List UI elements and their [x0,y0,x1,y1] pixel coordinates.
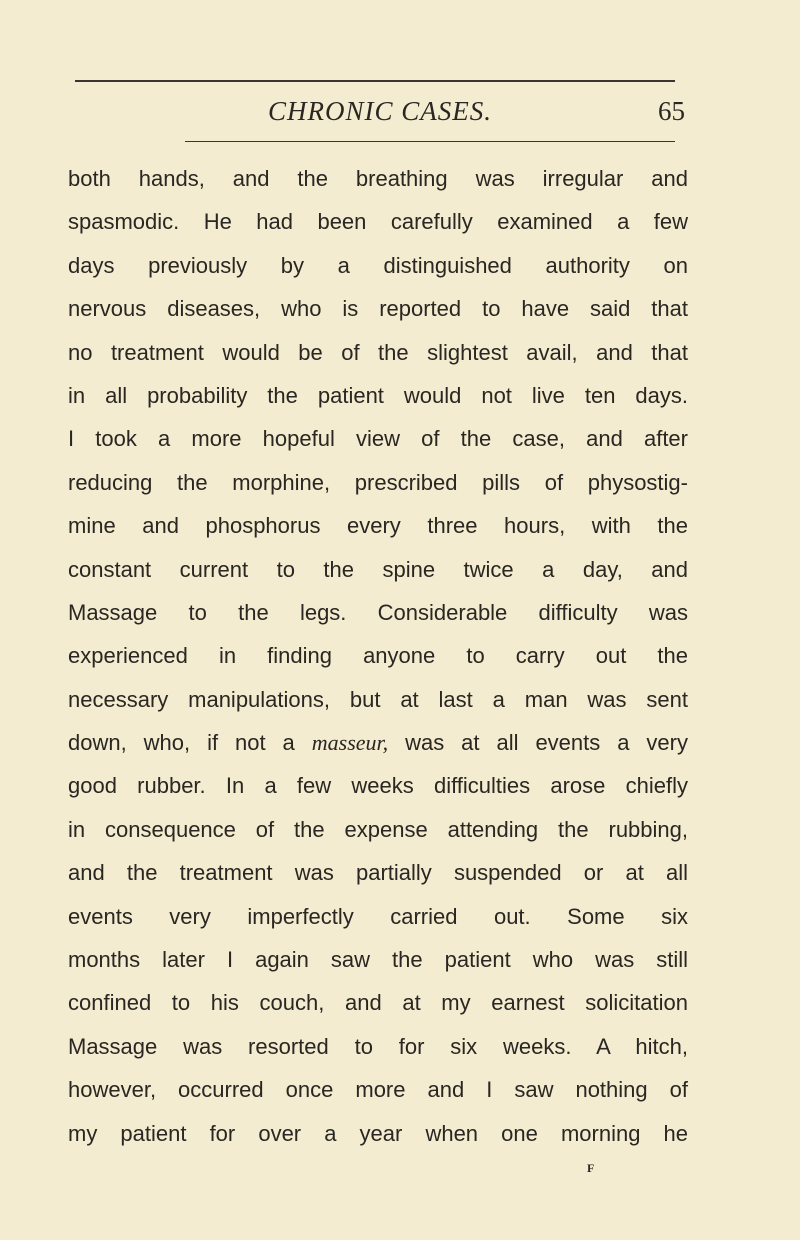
top-rule [75,80,675,82]
text-line: spasmodic. He had been carefully examined a few [68,209,688,235]
text-line: reducing the morphine, prescribed pills of physostig- [68,469,688,495]
text-line: months later I again saw the patient who was still [68,947,688,973]
text-line: experienced in finding anyone to carry out the [68,643,688,669]
page-header [75,96,685,136]
italic-word: masseur, [311,730,389,756]
text-line: good rubber. In a few weeks difficulties arose chiefly [68,773,688,799]
text-segment: was at all events a very [405,730,688,756]
text-line: Massage to the legs. Considerable difficulty was [68,599,688,625]
text-line: however, occurred once more and I saw nothing of [68,1077,688,1103]
text-line: necessary manipulations, but at last a man was sent [68,686,688,712]
signature-mark: F [587,1161,595,1175]
running-title: CHRONIC CASES. [267,96,492,126]
text-line: I took a more hopeful view of the case, and after [68,426,688,452]
text-segment: down, who, if not a [68,730,295,756]
text-line: Massage was resorted to for six weeks. A hitch, [68,1033,688,1059]
text-line: in all probability the patient would not live ten days. [68,382,688,408]
text-line [68,721,688,764]
text-line: days previously by a distinguished authority on [68,252,688,278]
text-line: confined to his couch, and at my earnest solicitation [68,990,688,1016]
text-line: in consequence of the expense attending the rubbing, [68,816,688,842]
text-line: no treatment would be of the slightest avail, and that [68,339,688,365]
body-text [68,157,688,1155]
text-line: nervous diseases, who is reported to have said that [68,296,688,322]
text-line: and the treatment was partially suspended or at all [68,860,688,886]
text-line: both hands, and the breathing was irregular and [68,166,688,191]
page-number: 65 [658,96,685,126]
header-rule [185,141,675,142]
text-line: events very imperfectly carried out. Some six [68,903,688,929]
text-line: my patient for over a year when one morning he [68,1120,688,1146]
text-line: mine and phosphorus every three hours, with the [68,513,688,539]
text-line: constant current to the spine twice a day, and [68,556,688,582]
